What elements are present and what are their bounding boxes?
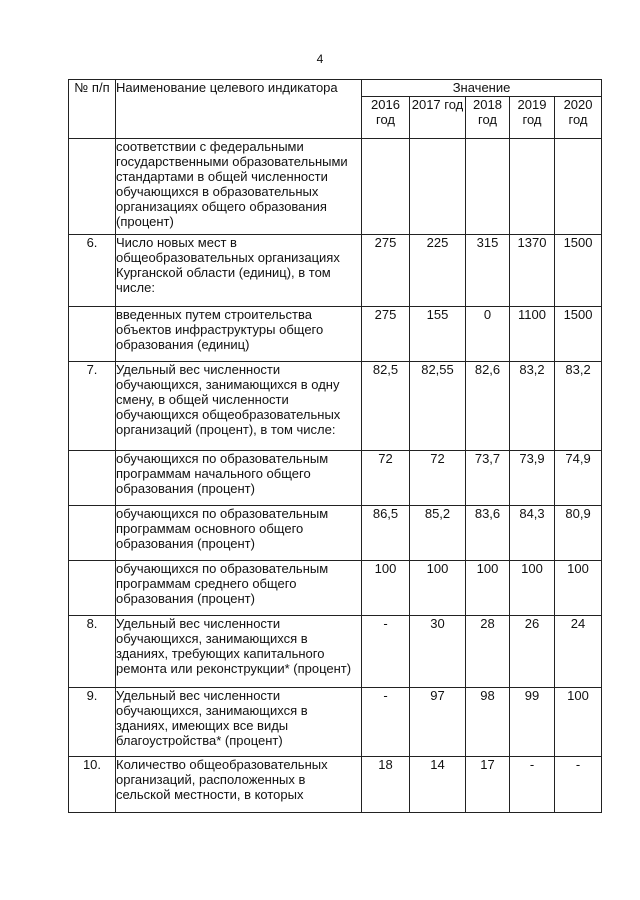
value-2020: 80,9: [555, 506, 602, 561]
value-2016: 275: [362, 235, 410, 307]
indicator-name: Удельный вес численности обучающихся, занимающихся в одну смену, в общей численности обучающихся общеобразовательных организаций (процент), в том числе:: [116, 362, 362, 451]
value-2016: [362, 139, 410, 235]
value-2020: 83,2: [555, 362, 602, 451]
value-2019: 73,9: [510, 451, 555, 506]
value-2017: 72: [410, 451, 466, 506]
value-2018: 17: [466, 757, 510, 813]
value-2017: 82,55: [410, 362, 466, 451]
value-2020: 100: [555, 688, 602, 757]
value-2019: 99: [510, 688, 555, 757]
table-row: [69, 451, 602, 506]
value-2016: 18: [362, 757, 410, 813]
value-2020: [555, 139, 602, 235]
header-year-2018: 2018 год: [466, 97, 510, 139]
value-2019: 1370: [510, 235, 555, 307]
value-2019: 83,2: [510, 362, 555, 451]
value-2020: 100: [555, 561, 602, 616]
value-2018: 315: [466, 235, 510, 307]
header-value: Значение: [362, 80, 602, 97]
value-2019: [510, 139, 555, 235]
table-row: [69, 616, 602, 688]
row-number: [69, 451, 116, 506]
indicator-name: обучающихся по образовательным программам среднего общего образования (процент): [116, 561, 362, 616]
table-row: [69, 757, 602, 813]
value-2019: -: [510, 757, 555, 813]
table-row: [69, 506, 602, 561]
value-2018: [466, 139, 510, 235]
value-2018: 83,6: [466, 506, 510, 561]
indicator-name: введенных путем строительства объектов инфраструктуры общего образования (единиц): [116, 307, 362, 362]
value-2018: 98: [466, 688, 510, 757]
indicator-name: Удельный вес численности обучающихся, занимающихся в зданиях, имеющих все виды благоустройства* (процент): [116, 688, 362, 757]
header-name: Наименование целевого индикатора: [116, 80, 362, 139]
value-2020: 74,9: [555, 451, 602, 506]
row-number: [69, 139, 116, 235]
table-row: [69, 561, 602, 616]
value-2020: 24: [555, 616, 602, 688]
row-number: [69, 307, 116, 362]
value-2017: 225: [410, 235, 466, 307]
indicator-name: Количество общеобразовательных организаций, расположенных в сельской местности, в которых: [116, 757, 362, 813]
value-2016: 275: [362, 307, 410, 362]
value-2016: -: [362, 616, 410, 688]
indicator-name: Удельный вес численности обучающихся, занимающихся в зданиях, требующих капитального ремонта или реконструкции* (процент): [116, 616, 362, 688]
value-2019: 1100: [510, 307, 555, 362]
value-2018: 73,7: [466, 451, 510, 506]
row-number: [69, 561, 116, 616]
indicator-name: обучающихся по образовательным программам основного общего образования (процент): [116, 506, 362, 561]
value-2017: 30: [410, 616, 466, 688]
value-2018: 82,6: [466, 362, 510, 451]
value-2020: -: [555, 757, 602, 813]
row-number: 7.: [69, 362, 116, 451]
header-year-2016: 2016 год: [362, 97, 410, 139]
value-2018: 0: [466, 307, 510, 362]
row-number: 8.: [69, 616, 116, 688]
indicator-name: Число новых мест в общеобразовательных организациях Курганской области (единиц), в том числе:: [116, 235, 362, 307]
value-2020: 1500: [555, 235, 602, 307]
indicator-table: [68, 79, 602, 813]
table-row: [69, 688, 602, 757]
table-row: [69, 235, 602, 307]
value-2019: 84,3: [510, 506, 555, 561]
value-2019: 26: [510, 616, 555, 688]
table-row: [69, 139, 602, 235]
indicator-name: обучающихся по образовательным программам начального общего образования (процент): [116, 451, 362, 506]
value-2016: -: [362, 688, 410, 757]
row-number: 9.: [69, 688, 116, 757]
header-num: № п/п: [69, 80, 116, 139]
value-2017: 100: [410, 561, 466, 616]
row-number: 10.: [69, 757, 116, 813]
value-2017: 85,2: [410, 506, 466, 561]
row-number: 6.: [69, 235, 116, 307]
value-2016: 100: [362, 561, 410, 616]
value-2016: 86,5: [362, 506, 410, 561]
value-2020: 1500: [555, 307, 602, 362]
table-header-row: [69, 80, 602, 97]
value-2017: 14: [410, 757, 466, 813]
row-number: [69, 506, 116, 561]
value-2017: [410, 139, 466, 235]
value-2017: 97: [410, 688, 466, 757]
table-row: [69, 362, 602, 451]
value-2016: 72: [362, 451, 410, 506]
indicator-name: соответствии с федеральными государственными образовательными стандартами в общей численности обучающихся в образовательных организациях общего образования (процент): [116, 139, 362, 235]
value-2019: 100: [510, 561, 555, 616]
value-2018: 100: [466, 561, 510, 616]
page-number: 4: [316, 52, 324, 66]
header-year-2020: 2020 год: [555, 97, 602, 139]
value-2017: 155: [410, 307, 466, 362]
value-2018: 28: [466, 616, 510, 688]
header-year-2019: 2019 год: [510, 97, 555, 139]
header-year-2017: 2017 год: [410, 97, 466, 139]
value-2016: 82,5: [362, 362, 410, 451]
table-row: [69, 307, 602, 362]
